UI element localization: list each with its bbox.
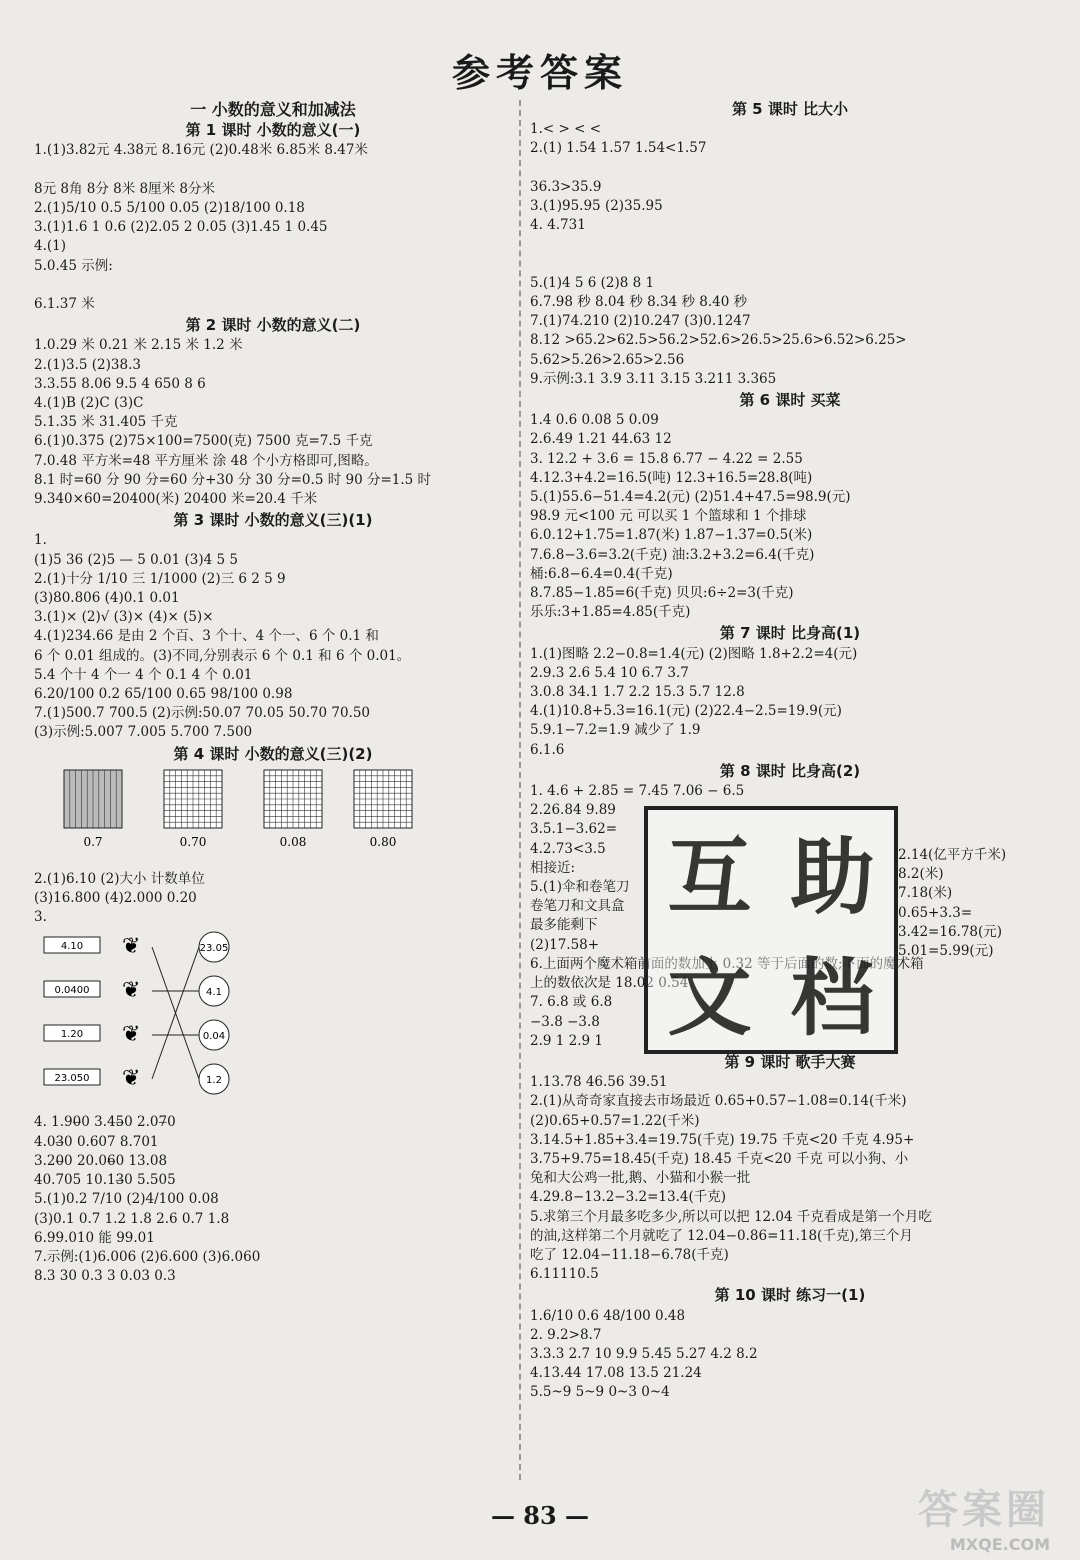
lesson10-answers [530, 1307, 1050, 1403]
butterfly-icon: ❦ [122, 1066, 141, 1092]
answer-line: 6.20/100 0.2 65/100 0.65 98/100 0.98 [34, 686, 293, 703]
grid-label: 0.80 [369, 834, 397, 849]
answer-line: 5.(1)55.6−51.4=4.2(元) (2)51.4+47.5=98.9(元) [530, 489, 851, 506]
answer-line: 8.3 30 0.3 3 0.03 0.3 [34, 1268, 176, 1285]
answer-line: (1)5 36 (2)5 — 5 0.01 (3)4 5 5 [34, 551, 238, 568]
lesson4-heading: 第 4 课时 小数的意义(三)(2) [173, 744, 373, 763]
lesson8-heading: 第 8 课时 比身高(2) [719, 761, 861, 780]
answer-line: 5.(1)伞和卷笔刀 [530, 879, 630, 896]
answer-line: 8.2(米) [898, 866, 944, 883]
answer-line: 8.7.85−1.85=6(千克) 贝贝:6÷2=3(千克) [530, 585, 794, 602]
answer-line: 0.65+3.3= [898, 904, 973, 921]
lesson10-heading: 第 10 课时 练习一(1) [714, 1286, 866, 1305]
answer-line: (3)0.1 0.7 1.2 1.8 2.6 0.7 1.8 [34, 1210, 230, 1227]
answer-line: 4.03̶0 0.607 8.701 [34, 1133, 159, 1150]
answer-line: (3)80.806 (4)0.1 0.01 [34, 590, 180, 607]
answer-line [530, 159, 1050, 178]
answer-line: 3.20̶0 20.06̶0 13.08 [34, 1152, 168, 1169]
answer-line: 6.(1)0.375 (2)75×100=7500(克) 7500 克=7.5 千克 [34, 433, 373, 450]
answer-line: 36.3>35.9 [530, 178, 602, 195]
answer-line: 98.9 元<100 元 可以买 1 个篮球和 1 个排球 [530, 508, 807, 525]
lesson2-answers [34, 336, 512, 509]
lesson9-answers [530, 1073, 1050, 1284]
answer-line: 5.1.35 米 31.405 千克 [34, 414, 178, 431]
answer-line: 7.(1)500.7 700.5 (2)示例:50.07 70.05 50.70 70.50 [34, 705, 371, 722]
answer-line: 3.75+9.75=18.45(千克) 18.45 千克<20 千克 可以小狗、小 [530, 1150, 909, 1167]
lesson6-heading: 第 6 课时 买菜 [739, 391, 841, 409]
answer-line: 3. [34, 909, 47, 926]
site-watermark [918, 1478, 1050, 1554]
answer-line: 4.(1)234.66 是由 2 个百、3 个十、4 个一、6 个 0.1 和 [34, 628, 379, 645]
lesson1-heading: 第 1 课时 小数的意义(一) [185, 121, 361, 140]
answer-line: 3.3.3 2.7 10 9.9 5.45 5.27 4.2 8.2 [530, 1345, 758, 1362]
answer-line: 3.(1)× (2)√ (3)× (4)× (5)× [34, 609, 214, 626]
matching-svg [34, 929, 334, 1109]
stamp-char: 档 [790, 949, 875, 1047]
answer-line: 6 个 0.01 组成的。(3)不同,分别表示 6 个 0.1 和 6 个 0.01。 [34, 647, 411, 664]
grid-label: 0.70 [179, 834, 207, 849]
answer-line: 6.上面两个魔术箱前面的数加上 0.32 等于后面的数;下面的魔术箱 [530, 955, 924, 972]
answer-line: 7.示例:(1)6.006 (2)6.600 (3)6.060 [34, 1248, 261, 1265]
answer-line: 6.7.98 秒 8.04 秒 8.34 秒 8.40 秒 [530, 293, 748, 310]
chapter-heading: 一 小数的意义和加减法 [190, 100, 356, 119]
answer-line: 3.5.1−3.62= [530, 821, 618, 838]
lesson3-answers [34, 531, 512, 742]
answer-line: 8.1 时=60 分 90 分=60 分+30 分 30 分=0.5 时 90 分=1.5 时 [34, 471, 432, 488]
answer-line: 1.13.78 46.56 39.51 [530, 1074, 668, 1091]
butterfly-icon: ❦ [122, 934, 141, 960]
answer-line: 4.(1)10.8+5.3=16.1(元) (2)22.4−2.5=19.9(元) [530, 703, 842, 720]
page-title: 参考答案 [451, 51, 628, 95]
answer-line: 3.42=16.78(元) [898, 923, 1003, 940]
answer-line: 最多能剩下 [530, 917, 598, 934]
answer-line: 2.(1)从奇奇家直接去市场最近 0.65+0.57−1.08=0.14(千米) [530, 1093, 907, 1110]
lesson7-heading: 第 7 课时 比身高(1) [719, 624, 861, 643]
answer-line: 吃了 12.04−11.18−6.78(千克) [530, 1246, 729, 1263]
answer-line: 5.01=5.99(元) [898, 943, 994, 960]
answer-line [34, 161, 512, 180]
answer-line: (2)0.65+0.57=1.22(千米) [530, 1112, 700, 1129]
grid-label: 0.7 [83, 834, 103, 849]
answer-line: 5.9.1−7.2=1.9 减少了 1.9 [530, 722, 701, 739]
answer-line: 2.(1)3.5 (2)38.3 [34, 356, 141, 373]
stamp-char: 互 [667, 828, 752, 926]
answer-line: 6.99.010 能 99.01 [34, 1229, 155, 1246]
answer-line: 5.5~9 5~9 0~3 0~4 [530, 1384, 670, 1401]
page-number: — 83 — [490, 1501, 590, 1530]
watermark-site: MXQE.COM [949, 1535, 1050, 1554]
watermark-brand: 答案圈 [918, 1487, 1050, 1533]
answer-line: 9.示例:3.1 3.9 3.11 3.15 3.211 3.365 [530, 370, 777, 387]
answer-line: (3)示例:5.007 7.005 5.700 7.500 [34, 724, 253, 741]
answer-line: 6.1.37 米 [34, 296, 95, 312]
lesson4-answers [34, 870, 512, 928]
answer-line: 8元 8角 8分 8米 8厘米 8分米 [34, 180, 215, 197]
answer-line: 的油,这样第二个月就吃了 12.04−0.86=11.18(千克),第三个月 [530, 1227, 913, 1244]
butterfly-icon: ❦ [122, 1022, 141, 1048]
answer-line: 1.(1)图略 2.2−0.8=1.4(元) (2)图略 1.8+2.2=4(元) [530, 645, 858, 662]
answer-line: 5.求第三个月最多吃多少,所以可以把 12.04 千克看成是第一个月吃 [530, 1208, 932, 1225]
answer-line: 2.9 1 2.9 1 [530, 1032, 603, 1049]
answer-line: 4. 4.731 [530, 217, 586, 234]
answer-line: 乐乐:3+1.85=4.85(千克) [530, 604, 691, 621]
butterfly-icon: ❦ [122, 978, 141, 1004]
answer-line: 3.3.55 8.06 9.5 4 650 8 6 [34, 375, 206, 392]
lesson9-heading: 第 9 课时 歌手大赛 [724, 1052, 856, 1071]
answer-line: 5.4 个十 4 个一 4 个 0.1 4 个 0.01 [34, 666, 253, 683]
answer-line [34, 276, 512, 295]
answer-line: 7.0.48 平方米=48 平方厘米 涂 48 个小方格即可,图略。 [34, 452, 378, 469]
answer-line: 4.(1) [34, 238, 67, 255]
answer-line: 3.(1)95.95 (2)35.95 [530, 198, 663, 214]
match-left-label: 4.10 [60, 941, 84, 953]
grid-figures-svg [34, 766, 504, 866]
answer-line: 40.705 10.13̶0 5.505 [34, 1172, 176, 1189]
answer-line: 5.(1)0.2 7/10 (2)4/100 0.08 [34, 1191, 219, 1208]
answer-line: 3.(1)1.6 1 0.6 (2)2.05 2 0.05 (3)1.45 1 0.45 [34, 219, 328, 236]
answer-line: 上的数依次是 18.02 0.54 [530, 975, 689, 992]
lesson2-heading: 第 2 课时 小数的意义(二) [185, 316, 361, 335]
answer-line: 2.6.49 1.21 44.63 12 [530, 431, 672, 448]
answer-line: 卷笔刀和文具盒 [530, 898, 625, 915]
answer-line: (3)16.800 (4)2.000 0.20 [34, 890, 197, 907]
answer-line: 7.18(米) [898, 885, 953, 902]
answer-line: 1.(1)3.82元 4.38元 8.16元 (2)0.48米 6.85米 8.47米 [34, 142, 368, 159]
answer-line: 3. 12.2 + 3.6 = 15.8 6.77 − 4.22 = 2.55 [530, 450, 803, 467]
grid-label: 0.08 [279, 834, 307, 849]
answer-line: 1.4 0.6 0.08 5 0.09 [530, 412, 659, 429]
answer-line: 8.12 >65.2>62.5>56.2>52.6>26.5>25.6>6.52>6.25> [530, 332, 907, 349]
answer-line: 3.0.8 34.1 1.7 2.2 15.3 5.7 12.8 [530, 684, 745, 701]
answer-line: 5.(1)4 5 6 (2)8 8 1 [530, 274, 655, 291]
answer-line: 7.6.8−3.6=3.2(千克) 油:3.2+3.2=6.4(千克) [530, 546, 815, 563]
answer-line [530, 255, 1050, 274]
lesson5-answers [530, 120, 1050, 389]
answer-line: 相接近: [530, 859, 576, 876]
matching-figure [34, 929, 512, 1109]
lesson6-answers [530, 411, 1050, 622]
answer-line [530, 235, 1050, 254]
lesson4-answers-more [34, 1113, 512, 1286]
grid-figures [34, 766, 512, 866]
answer-line: 6.0.12+1.75=1.87(米) 1.87−1.37=0.5(米) [530, 527, 813, 544]
stamp-char: 文 [667, 949, 752, 1047]
answer-line: 3.14.5+1.85+3.4=19.75(千克) 19.75 千克<20 千克 4.95+ [530, 1131, 915, 1148]
watermark-stamp [644, 806, 898, 1054]
answer-line: 2.26.84 9.89 [530, 802, 616, 819]
answer-line: 2.(1) 1.54 1.57 1.54<1.57 [530, 140, 707, 157]
left-column [34, 98, 512, 1286]
answer-line: 1. [34, 532, 47, 549]
answer-line: 4.2.73<3.5 [530, 840, 606, 857]
match-right-label: 0.04 [202, 1031, 226, 1043]
lesson5-heading: 第 5 课时 比大小 [731, 100, 849, 118]
answer-line: 2.9.3 2.6 5.4 10 6.7 3.7 [530, 664, 689, 681]
answer-line: 4.29.8−13.2−3.2=13.4(千克) [530, 1189, 726, 1206]
answer-line: 2.(1)十分 1/10 三 1/1000 (2)三 6 2 5 9 [34, 570, 286, 587]
match-left-label: 23.050 [54, 1073, 90, 1085]
match-left-label: 1.20 [60, 1029, 84, 1041]
answer-line: 4. 1.90̶0 3.45̶0 2.07̶0 [34, 1114, 176, 1131]
answer-line: (2)17.58+ [530, 936, 600, 953]
answer-line: 5.0.45 示例: [34, 257, 113, 274]
match-left-label: 0.0400 [54, 985, 90, 997]
lesson1-answers [34, 141, 512, 314]
lesson7-answers [530, 645, 1050, 760]
column-divider [519, 100, 521, 1480]
answer-line: 9.340×60=20400(米) 20400 米=20.4 千米 [34, 491, 318, 508]
answer-line: 4.(1)B (2)C (3)C [34, 395, 144, 412]
answer-line: 2.(1)5/10 0.5 5/100 0.05 (2)18/100 0.18 [34, 200, 305, 216]
answer-line: 2. 9.2>8.7 [530, 1326, 602, 1343]
answer-line: 5.62>5.26>2.65>2.56 [530, 351, 685, 368]
answer-line: 1.0.29 米 0.21 米 2.15 米 1.2 米 [34, 337, 243, 354]
answer-line: 2.14(亿平方千米) [898, 847, 1007, 863]
match-right-label: 23.05 [199, 943, 229, 955]
match-right-label: 1.2 [206, 1075, 222, 1087]
stamp-char: 助 [790, 828, 875, 926]
answer-line: 2.(1)6.10 (2)大小 计数单位 [34, 870, 205, 887]
match-right-label: 4.1 [206, 987, 222, 999]
answer-line: 7. 6.8 或 6.8 [530, 994, 613, 1011]
answer-line: 兔和大公鸡一批,鹅、小猫和小猴一批 [530, 1170, 751, 1187]
answer-line: 6.11110.5 [530, 1266, 599, 1283]
right-column [530, 98, 1050, 1403]
lesson8-fragments [898, 846, 1006, 961]
answer-line: 1. 4.6 + 2.85 = 7.45 7.06 − 6.5 [530, 783, 745, 800]
answer-line: 7.(1)74.210 (2)10.247 (3)0.1247 [530, 313, 751, 330]
answer-line: 4.13.44 17.08 13.5 21.24 [530, 1365, 702, 1382]
answer-line: −3.8 −3.8 [530, 1013, 600, 1030]
lesson3-heading: 第 3 课时 小数的意义(三)(1) [173, 511, 373, 530]
answer-line: 桶:6.8−6.4=0.4(千克) [530, 565, 673, 582]
answer-line: 6.1.6 [530, 741, 565, 758]
answer-line: 1.< > < < [530, 121, 602, 138]
answer-line: 4.12.3+4.2=16.5(吨) 12.3+16.5=28.8(吨) [530, 469, 813, 486]
answer-line: 1.6/10 0.6 48/100 0.48 [530, 1307, 686, 1324]
